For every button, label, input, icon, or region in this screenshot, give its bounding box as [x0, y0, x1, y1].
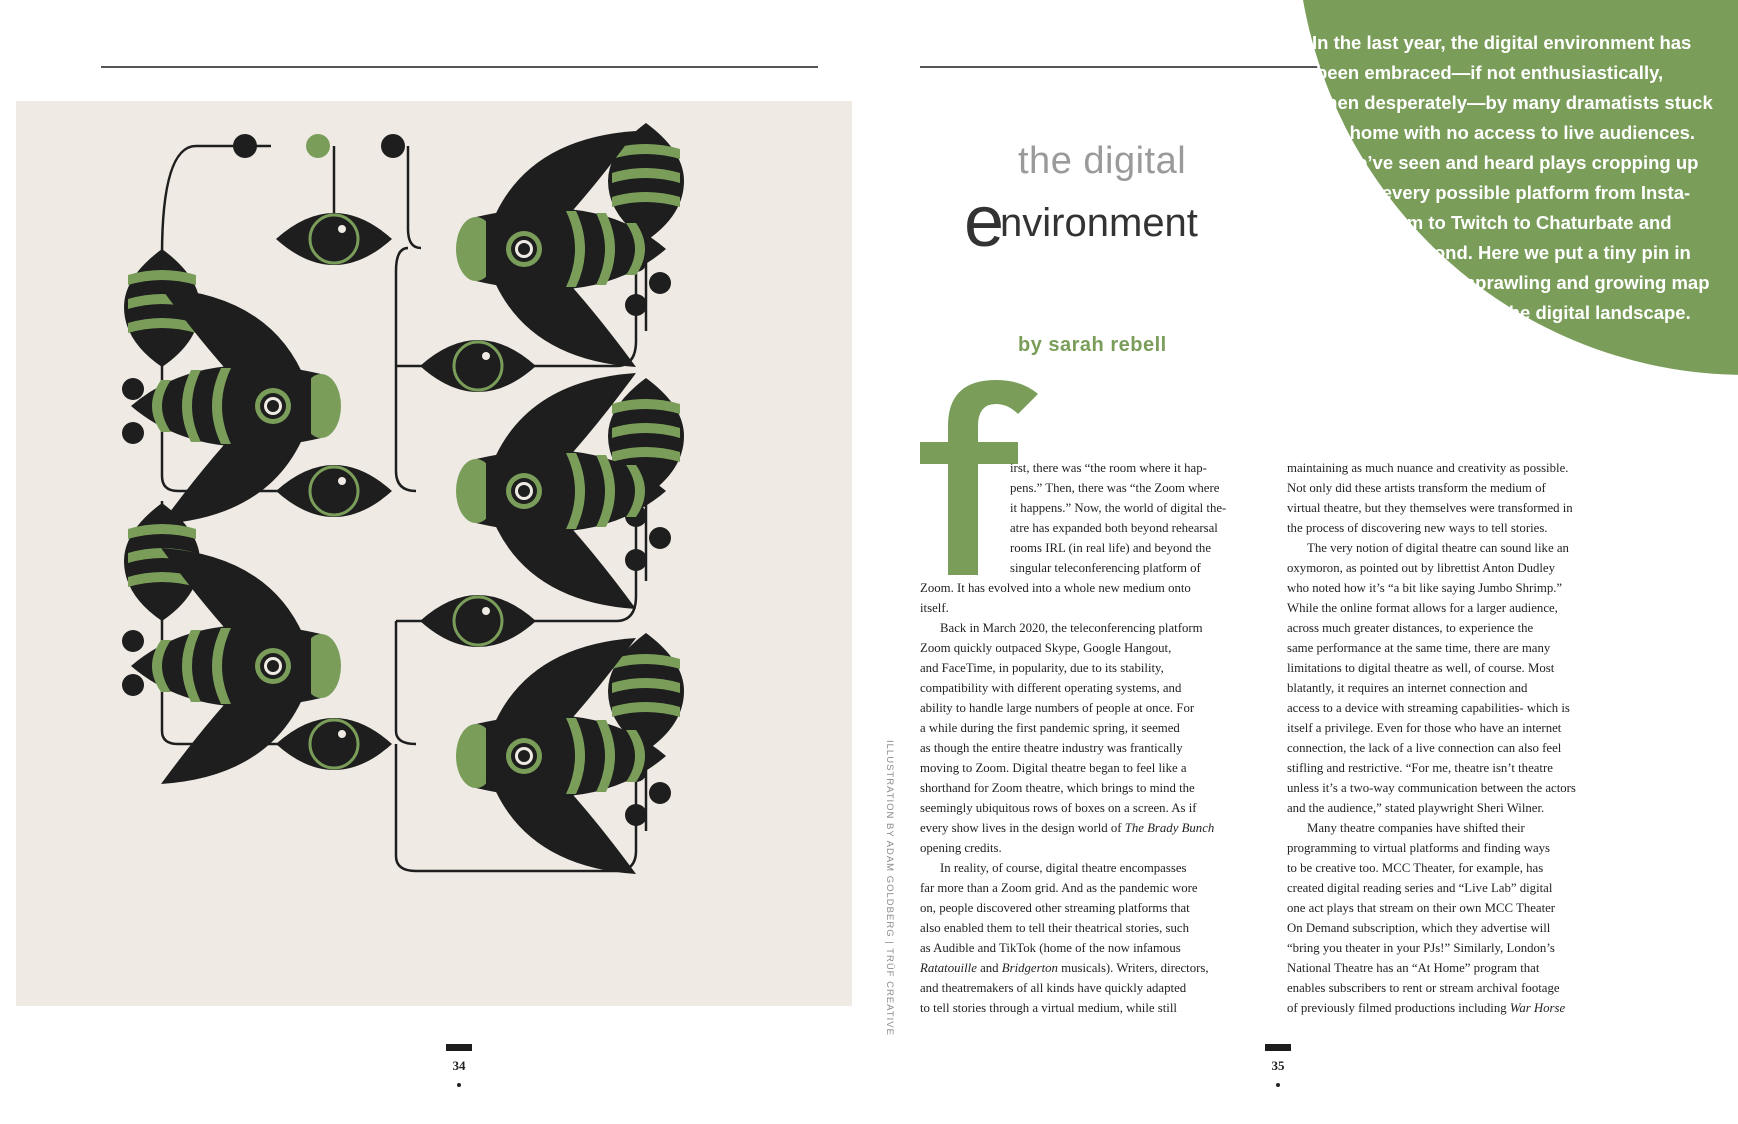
text-line: who noted how it’s “a bit like saying Jumbo Shrimp.” — [1287, 581, 1563, 595]
top-rule-left — [101, 66, 818, 68]
text-line: and theatremakers of all kinds have quickly adapted — [920, 981, 1187, 995]
text-line: blatantly, it requires an internet connection and — [1287, 681, 1528, 695]
text-line: Not only did these artists transform the medium of — [1287, 481, 1546, 495]
eye-pupil — [316, 473, 352, 509]
connector-line — [396, 248, 408, 366]
eye-pupil — [316, 221, 352, 257]
text-line: to tell stories through a virtual medium, while still — [920, 1001, 1177, 1015]
top-rule-right — [920, 66, 1340, 68]
text-line: In reality, of course, digital theatre encompasses — [940, 861, 1187, 875]
text-line: it happens.” Now, the world of digital the- — [1010, 501, 1227, 515]
eye-highlight — [482, 607, 490, 615]
page-number-right: 35 — [1271, 1058, 1285, 1073]
illustration-credit-text: ILLUSTRATION BY ADAM GOLDBERG | TRÜF CREATIVE — [884, 740, 895, 1036]
page-marker-left — [446, 1044, 472, 1051]
berry — [649, 782, 671, 804]
text-line: created digital reading series and “Live Lab” digital — [1287, 881, 1553, 895]
text-line: On Demand subscription, which they advertise will — [1287, 921, 1551, 935]
bee-pupil — [518, 750, 530, 762]
title-rest: nvironment — [1000, 201, 1198, 245]
pull-quote-line: been embraced—if not enthusiastically, — [1316, 62, 1664, 83]
berry — [625, 294, 647, 316]
eye-highlight — [482, 352, 490, 360]
eye-highlight — [338, 477, 346, 485]
text-line: ability to handle large numbers of people at once. For — [920, 701, 1195, 715]
page-dot-left — [457, 1083, 461, 1087]
text-line: shorthand for Zoom theatre, which brings to mind the — [920, 781, 1195, 795]
text-line: virtual theatre, but they themselves were transformed in — [1287, 501, 1573, 515]
text-line: irst, there was “the room where it hap- — [1010, 461, 1207, 475]
text-fragment: musicals). Writers, directors, — [1061, 961, 1209, 975]
pull-quote-line: beyond. Here we put a tiny pin in — [1402, 242, 1691, 263]
text-line: as though the entire theatre industry was frantically — [920, 741, 1183, 755]
text-line: pens.” Then, there was “the Zoom where — [1010, 481, 1220, 495]
title-big-letter: e — [964, 182, 1005, 262]
article-column-1 — [920, 458, 1270, 1018]
page-dot-right — [1276, 1083, 1280, 1087]
connector-line — [162, 146, 271, 256]
text-fragment: every show lives in the design world of — [920, 821, 1122, 835]
text-line: Many theatre companies have shifted their — [1307, 821, 1525, 835]
text-line: and FaceTime, in popularity, due to its stability, — [920, 661, 1164, 675]
bees-and-eyes-illustration — [16, 101, 852, 1006]
byline: by sarah rebell — [1018, 334, 1167, 356]
pull-quote-line: at home with no access to live audiences. — [1328, 122, 1696, 143]
text-line: Zoom quickly outpaced Skype, Google Hangout, — [920, 641, 1172, 655]
text-line: The very notion of digital theatre can sound like an — [1307, 541, 1569, 555]
berry — [625, 804, 647, 826]
text-line: seemingly ubiquitous rows of boxes on a screen. As if — [920, 801, 1197, 815]
text-line: limitations to digital theatre as well, of course. Most — [1287, 661, 1555, 675]
eye-highlight — [338, 730, 346, 738]
pull-quote-line: of the digital landscape. — [1480, 302, 1691, 323]
berry — [122, 630, 144, 652]
text-line: across much greater distances, to experience the — [1287, 621, 1534, 635]
page-marker-right — [1265, 1044, 1291, 1051]
text-line: a while during the first pandemic spring, it seemed — [920, 721, 1180, 735]
text-line: atre has expanded both beyond rehearsal — [1010, 521, 1218, 535]
article-column-2 — [1287, 458, 1657, 1018]
pull-quote-line: on every possible platform from Insta- — [1354, 182, 1691, 203]
text-line: National Theatre has an “At Home” program that — [1287, 961, 1540, 975]
berry — [122, 378, 144, 400]
pull-quote-line: We’ve seen and heard plays cropping up — [1340, 152, 1699, 173]
italic-title: The Brady Bunch — [1124, 821, 1215, 835]
text-line: far more than a Zoom grid. And as the pandemic wore — [920, 881, 1198, 895]
text-line: itself a privilege. Even for those who have an internet — [1287, 721, 1562, 735]
text-line: to be creative too. MCC Theater, for example, has — [1287, 861, 1544, 875]
text-line: same performance at the same time, there are many — [1287, 641, 1551, 655]
text-fragment: of previously filmed productions including — [1287, 1001, 1507, 1015]
text-line — [1287, 998, 1657, 1018]
text-line: access to a device with streaming capabilities- which is — [1287, 701, 1570, 715]
text-line: also enabled them to tell their theatrical stories, such — [920, 921, 1190, 935]
pull-quote-line: then desperately—by many dramatists stuck — [1320, 92, 1713, 113]
bee-pupil — [518, 243, 530, 255]
connector-line — [396, 621, 416, 744]
berry — [122, 674, 144, 696]
text-line: compatibility with different operating systems, and — [920, 681, 1182, 695]
text-line: While the online format allows for a larger audience, — [1287, 601, 1558, 615]
connector-line — [408, 146, 421, 248]
bee-pupil — [267, 400, 279, 412]
text-line: enables subscribers to rent or stream archival footage — [1287, 981, 1560, 995]
text-line: Zoom. It has evolved into a whole new medium onto — [920, 581, 1191, 595]
berry — [649, 272, 671, 294]
text-line: and the audience,” stated playwright Sheri Wilner. — [1287, 801, 1545, 815]
berry — [625, 549, 647, 571]
italic-title: Ratatouille — [920, 961, 977, 975]
eye-pupil — [460, 348, 496, 384]
eye-pupil — [460, 603, 496, 639]
pull-quote — [1290, 28, 1715, 328]
eye-highlight — [338, 225, 346, 233]
title-line-2 — [964, 182, 1198, 262]
illustration-credit — [880, 740, 898, 1036]
connector-line — [396, 366, 416, 491]
text-line: maintaining as much nuance and creativity as possible. — [1287, 461, 1569, 475]
bee-pupil — [518, 485, 530, 497]
pull-quote-line: the sprawling and growing map — [1432, 272, 1710, 293]
bee-pupil — [267, 660, 279, 672]
pull-quote-line: In the last year, the digital environment has — [1312, 32, 1692, 53]
text-line: oxymoron, as pointed out by librettist Anton Dudley — [1287, 561, 1556, 575]
text-line: opening credits. — [920, 841, 1002, 855]
text-line: one act plays that stream on their own MCC Theater — [1287, 901, 1556, 915]
text-line: programming to virtual platforms and finding ways — [1287, 841, 1550, 855]
text-line: singular teleconferencing platform of — [1010, 561, 1201, 575]
text-line: rooms IRL (in real life) and beyond the — [1010, 541, 1212, 555]
text-line: as Audible and TikTok (home of the now infamous — [920, 941, 1181, 955]
italic-title: War Horse — [1509, 1001, 1566, 1015]
dot — [306, 134, 330, 158]
berry — [122, 422, 144, 444]
text-line: on, people discovered other streaming platforms that — [920, 901, 1190, 915]
text-line: the process of discovering new ways to tell stories. — [1287, 521, 1548, 535]
pull-quote-line: gram to Twitch to Chaturbate and — [1378, 212, 1672, 233]
text-line: connection, the lack of a live connection can also feel — [1287, 741, 1562, 755]
dot — [233, 134, 257, 158]
text-line: “bring you theater in your PJs!” Similarly, London’s — [1287, 941, 1555, 955]
eye-pupil — [316, 726, 352, 762]
illustration — [16, 101, 852, 1006]
text-line — [920, 958, 1270, 978]
text-line — [920, 818, 1270, 838]
dot — [381, 134, 405, 158]
italic-title: Bridgerton — [1001, 961, 1058, 975]
berry — [649, 527, 671, 549]
text-fragment: and — [980, 961, 999, 975]
text-line: itself. — [920, 601, 949, 615]
text-line: Back in March 2020, the teleconferencing platform — [940, 621, 1203, 635]
page-number-left: 34 — [452, 1058, 466, 1073]
text-line: unless it’s a two-way communication between the actors — [1287, 781, 1576, 795]
text-line: moving to Zoom. Digital theatre began to feel like a — [920, 761, 1187, 775]
title-line-1: the digital — [1018, 140, 1187, 182]
text-line: stifling and restrictive. “For me, theatre isn’t theatre — [1287, 761, 1553, 775]
